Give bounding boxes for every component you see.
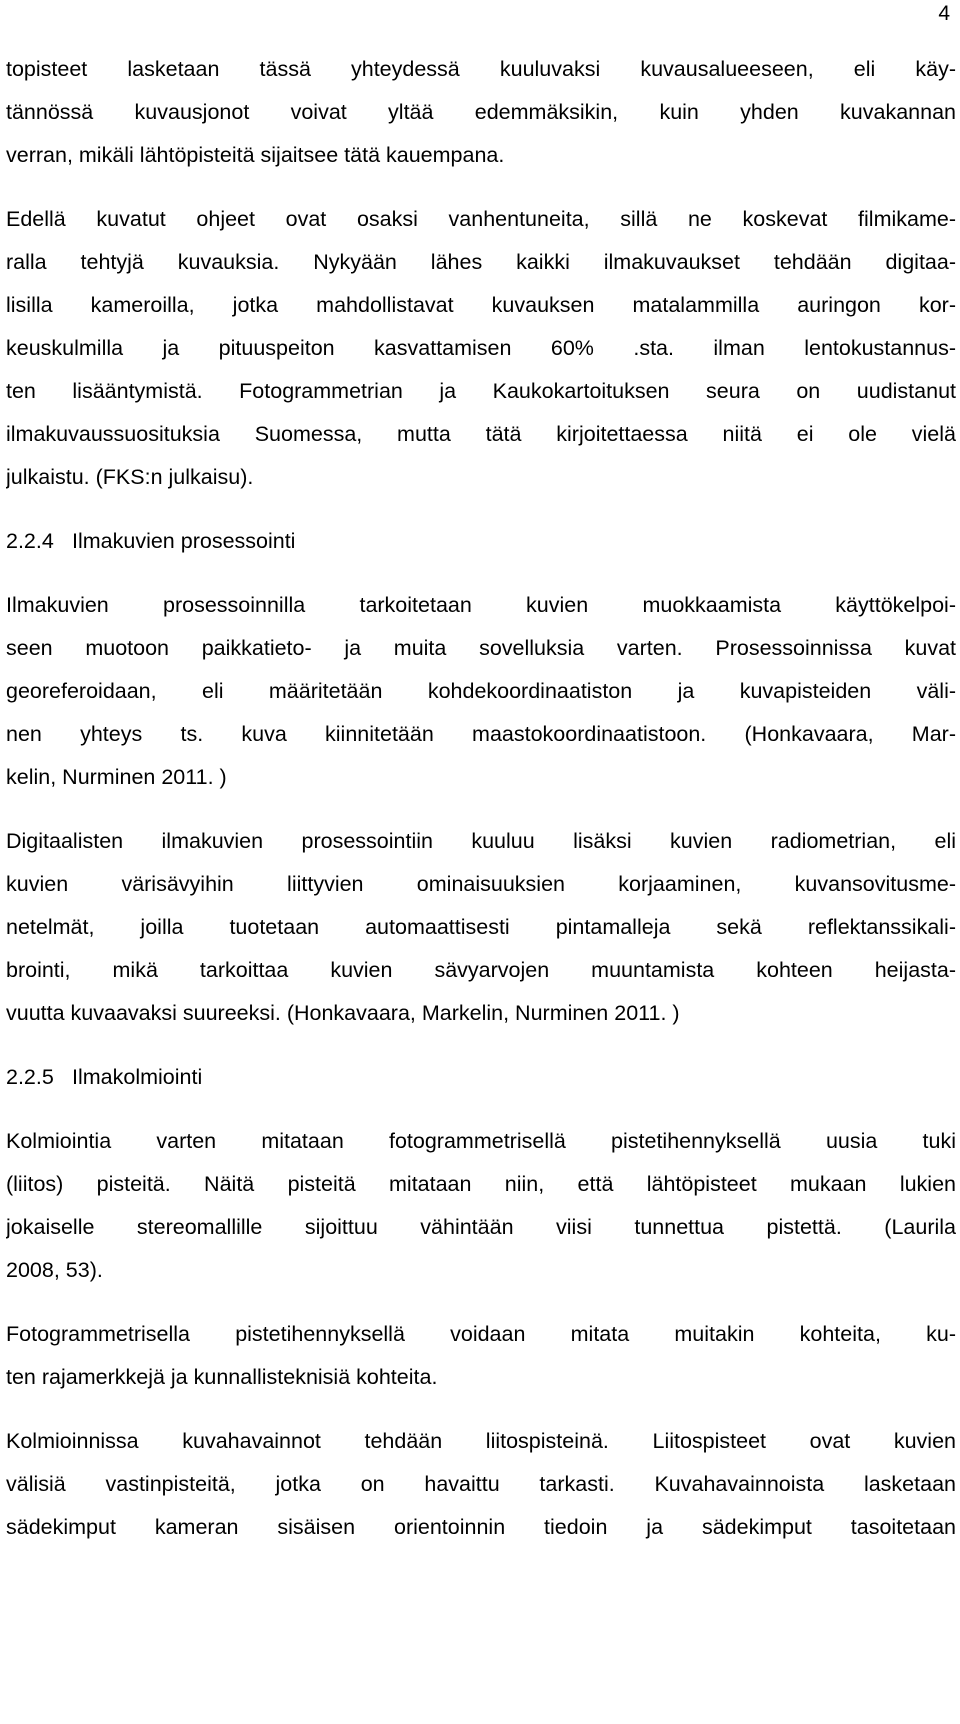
section-title: Ilmakuvien prosessointi [72, 529, 296, 553]
paragraph-line: sädekimput kameran sisäisen orientoinnin tiedoin ja sädekimput tasoitetaan [6, 1515, 956, 1539]
paragraph-line: 2008, 53). [6, 1258, 103, 1282]
paragraph-line: Digitaalisten ilmakuvien prosessointiin kuuluu lisäksi kuvien radiometrian, eli [6, 829, 956, 853]
paragraph-line: ten lisääntymistä. Fotogrammetrian ja Kaukokartoituksen seura on uudistanut [6, 379, 956, 403]
section-title: Ilmakolmiointi [72, 1065, 203, 1089]
paragraph-line: (liitos) pisteitä. Näitä pisteitä mitataan niin, että lähtöpisteet mukaan lukien [6, 1172, 956, 1196]
paragraph-line: ten rajamerkkejä ja kunnallisteknisiä kohteita. [6, 1365, 438, 1389]
paragraph-line: keuskulmilla ja pituuspeiton kasvattamisen 60% .sta. ilman lentokustannus- [6, 336, 956, 360]
paragraph-line: ilmakuvaussuosituksia Suomessa, mutta tätä kirjoitettaessa niitä ei ole vielä [6, 422, 956, 446]
paragraph-line: seen muotoon paikkatieto- ja muita sovelluksia varten. Prosessoinnissa kuvat [6, 636, 956, 660]
paragraph-line: ralla tehtyjä kuvauksia. Nykyään lähes kaikki ilmakuvaukset tehdään digitaa- [6, 250, 956, 274]
paragraph-line: georeferoidaan, eli määritetään kohdekoordinaatiston ja kuvapisteiden väli- [6, 679, 956, 703]
paragraph-line: kelin, Nurminen 2011. ) [6, 765, 227, 789]
paragraph-line: vuutta kuvaavaksi suureeksi. (Honkavaara, Markelin, Nurminen 2011. ) [6, 1001, 680, 1025]
section-number: 2.2.5 [6, 1065, 54, 1089]
page-number: 4 [938, 2, 950, 25]
paragraph-line: jokaiselle stereomallille sijoittuu vähintään viisi tunnettua pistettä. (Laurila [6, 1215, 956, 1239]
section-heading-2-2-4 [6, 527, 956, 555]
paragraph-line: välisiä vastinpisteitä, jotka on havaittu tarkasti. Kuvahavainnoista lasketaan [6, 1472, 956, 1496]
paragraph-line: Kolmioinnissa kuvahavainnot tehdään liitospisteinä. Liitospisteet ovat kuvien [6, 1429, 956, 1453]
paragraph-line: nen yhteys ts. kuva kiinnitetään maastokoordinaatistoon. (Honkavaara, Mar- [6, 722, 956, 746]
paragraph-line: Edellä kuvatut ohjeet ovat osaksi vanhentuneita, sillä ne koskevat filmikame- [6, 207, 956, 231]
paragraph-line: kuvien värisävyihin liittyvien ominaisuuksien korjaaminen, kuvansovitusme- [6, 872, 956, 896]
paragraph-line: julkaistu. (FKS:n julkaisu). [6, 465, 254, 489]
paragraph-line: lisilla kameroilla, jotka mahdollistavat kuvauksen matalammilla auringon kor- [6, 293, 956, 317]
paragraph-line: topisteet lasketaan tässä yhteydessä kuuluvaksi kuvausalueeseen, eli käy- [6, 57, 956, 81]
paragraph-line: brointi, mikä tarkoittaa kuvien sävyarvojen muuntamista kohteen heijasta- [6, 958, 956, 982]
section-number: 2.2.4 [6, 529, 54, 553]
paragraph-line: tännössä kuvausjonot voivat yltää edemmäksikin, kuin yhden kuvakannan [6, 100, 956, 124]
paragraph-line: netelmät, joilla tuotetaan automaattisesti pintamalleja sekä reflektanssikali- [6, 915, 956, 939]
paragraph-line: Ilmakuvien prosessoinnilla tarkoitetaan kuvien muokkaamista käyttökelpoi- [6, 593, 956, 617]
paragraph-line: Kolmiointia varten mitataan fotogrammetrisellä pistetihennyksellä uusia tuki [6, 1129, 956, 1153]
paragraph-line: verran, mikäli lähtöpisteitä sijaitsee tätä kauempana. [6, 143, 505, 167]
section-heading-2-2-5 [6, 1063, 956, 1091]
paragraph-line: Fotogrammetrisella pistetihennyksellä voidaan mitata muitakin kohteita, ku- [6, 1322, 956, 1346]
